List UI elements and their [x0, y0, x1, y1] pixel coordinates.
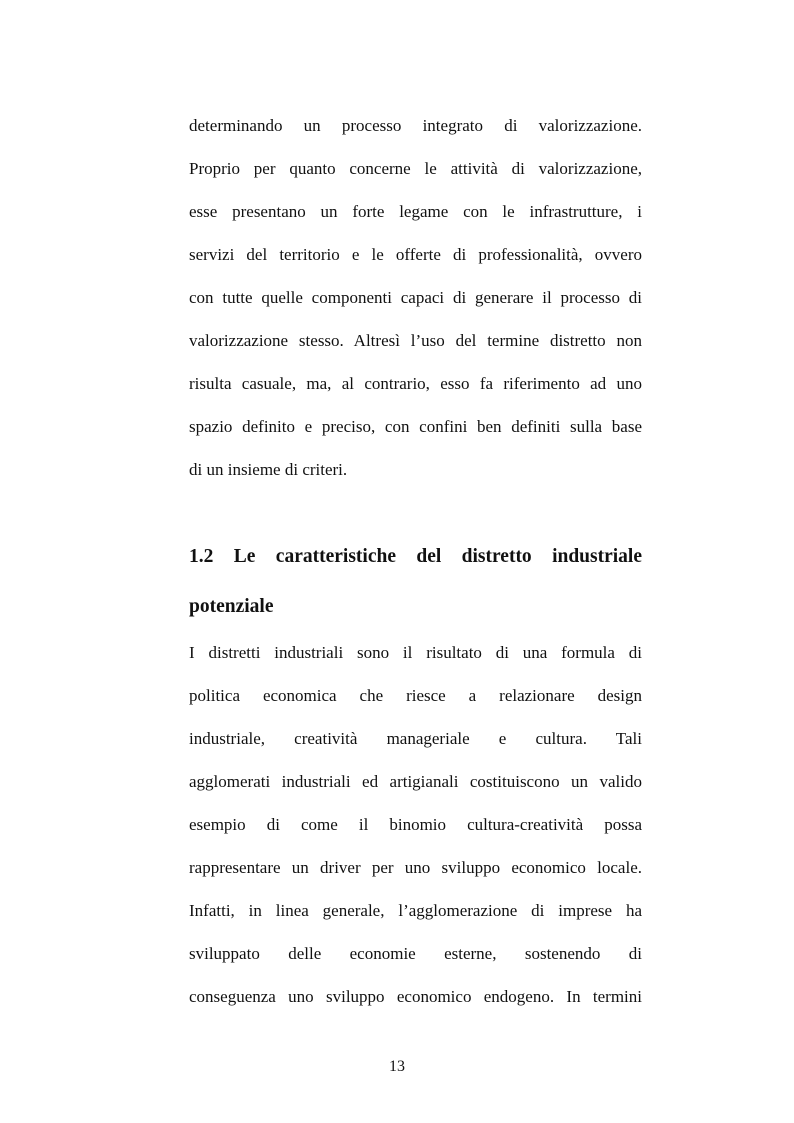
paragraph-line: servizi del territorio e le offerte di professionalità, ovvero — [189, 245, 642, 264]
paragraph-line: Proprio per quanto concerne le attività di valorizzazione, — [189, 159, 642, 178]
paragraph-line: industriale, creatività manageriale e cultura. Tali — [189, 729, 642, 748]
paragraph-line: politica economica che riesce a relazionare design — [189, 686, 642, 705]
paragraph-line: di un insieme di criteri. — [189, 460, 348, 479]
paragraph-line: conseguenza uno sviluppo economico endogeno. In termini — [189, 987, 642, 1006]
paragraph-line: esempio di come il binomio cultura-creatività possa — [189, 815, 642, 834]
paragraph-line: spazio definito e preciso, con confini ben definiti sulla base — [189, 417, 642, 436]
paragraph-line: con tutte quelle componenti capaci di generare il processo di — [189, 288, 642, 307]
paragraph-line: valorizzazione stesso. Altresì l’uso del termine distretto non — [189, 331, 642, 350]
paragraph-line: sviluppato delle economie esterne, sostenendo di — [189, 944, 642, 963]
paragraph-line: I distretti industriali sono il risultato di una formula di — [189, 643, 642, 662]
paragraph-line: rappresentare un driver per uno sviluppo economico locale. — [189, 858, 642, 877]
paragraph-line: esse presentano un forte legame con le infrastrutture, i — [189, 202, 642, 221]
paragraph-line: risulta casuale, ma, al contrario, esso fa riferimento ad uno — [189, 374, 642, 393]
heading-line: potenziale — [189, 596, 274, 617]
paragraph-line: determinando un processo integrato di valorizzazione. — [189, 116, 642, 135]
heading-line: 1.2 Le caratteristiche del distretto industriale — [189, 546, 642, 567]
page-number: 13 — [389, 1058, 405, 1075]
paragraph-line: agglomerati industriali ed artigianali costituiscono un valido — [189, 772, 642, 791]
paragraph-line: Infatti, in linea generale, l’agglomerazione di imprese ha — [189, 901, 642, 920]
